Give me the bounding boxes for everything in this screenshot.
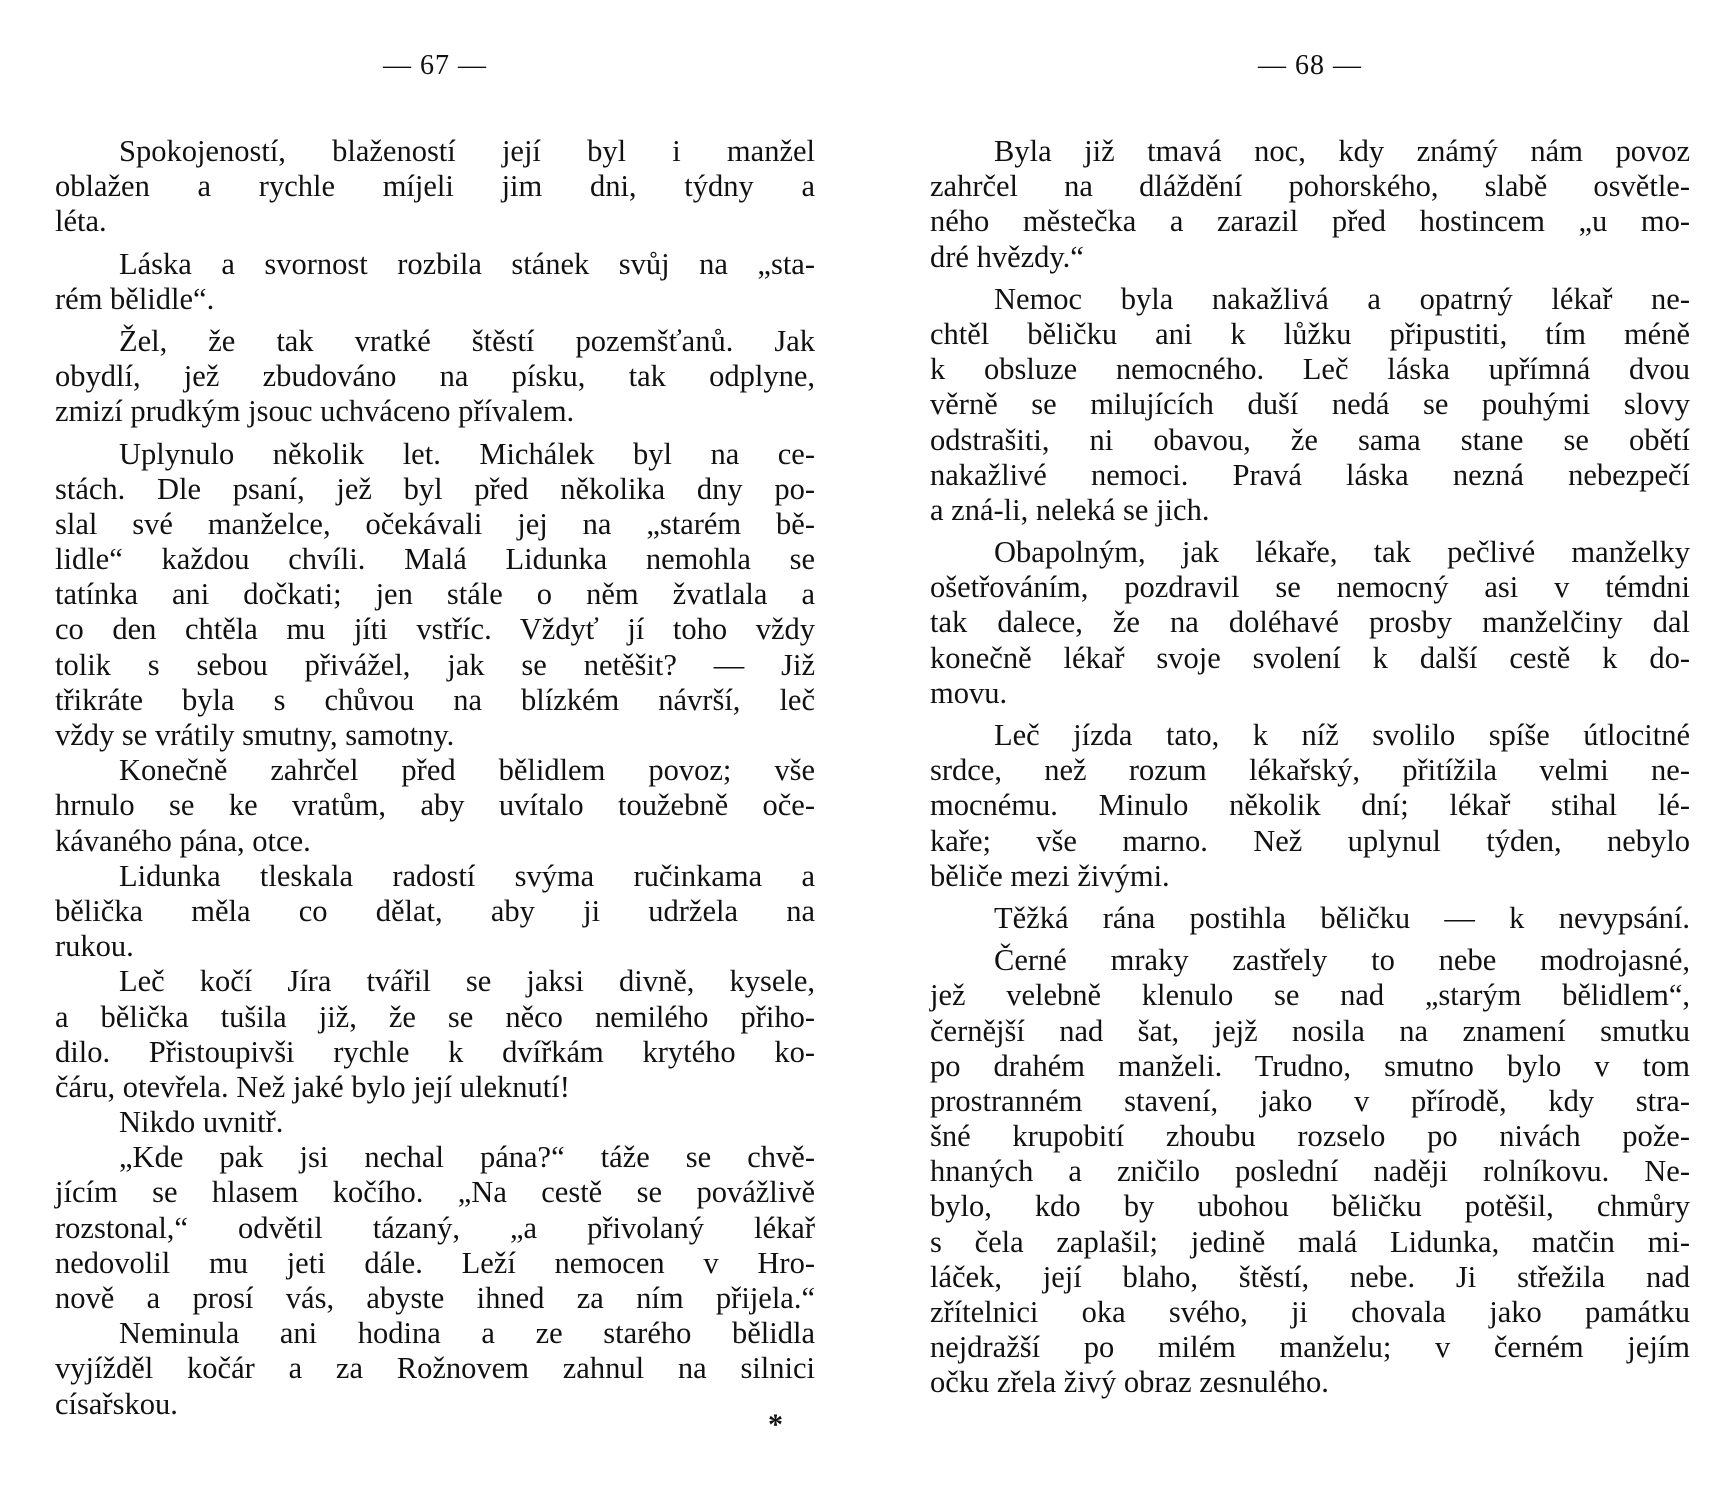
left-page [55,0,815,1500]
text-line: jež velebně klenulo se nad „starým bělidlem“, [930,978,1690,1013]
text-line: láček, její blaho, štěstí, nebe. Ji střežila nad [930,1259,1690,1294]
text-line: Lidunka tleskala radostí svýma ručinkama a [119,858,815,893]
text-line: slal své manželce, očekávali jej na „starém bě- [55,506,815,541]
text-line: srdce, než rozum lékařský, přitížila velmi ne- [930,753,1690,788]
text-line: obydlí, jež zbudováno na písku, tak odplyne, [55,359,815,394]
text-line: a zná-li, neleká se jich. [930,492,1210,527]
text-line: konečně lékař svoje svolení k další cestě k do- [930,640,1690,675]
text-line: vždy se vrátily smutny, samotny. [55,718,455,752]
text-line: čáru, otevřela. Než jaké bylo její uleknutí! [55,1069,570,1104]
text-line: šné krupobití zhoubu rozselo po nivách pože- [930,1119,1690,1154]
text-line: nově a prosí vás, abyste ihned za ním přijela.“ [55,1281,815,1315]
text-line: oblažen a rychle míjeli jim dni, týdny a [55,169,815,204]
section-separator-mark: * [768,1408,783,1441]
text-line: movu. [930,675,1008,710]
text-line: nedovolil mu jeti dále. Leží nemocen v Hro- [55,1245,815,1280]
text-line: Uplynulo několik let. Michálek byl na ce- [119,436,815,471]
text-line: Láska a svornost rozbila stánek svůj na „sta- [119,246,815,281]
text-line: Nikdo uvnitř. [119,1105,284,1140]
text-line: prostranném stavení, jako v přírodě, kdy stra- [930,1083,1690,1118]
text-line: zřítelnici oka svého, ji chovala jako památku [930,1295,1690,1329]
text-line: Obapolným, jak lékaře, tak pečlivé manželky [994,535,1690,570]
text-line: stách. Dle psaní, jež byl před několika dny po- [55,471,815,506]
text-line: očku zřela živý obraz zesnulého. [930,1365,1329,1400]
text-line: tolik s sebou přivážel, jak se netěšit? — Již [55,647,815,682]
text-line: rozstonal,“ odvětil tázaný, „a přivolaný lékař [55,1210,815,1245]
text-line: císařskou. [55,1386,178,1421]
page-text [930,134,1690,1401]
text-line: rukou. [55,929,134,964]
page-number: — 67 — [383,50,487,81]
text-line: odstrašiti, ni obavou, že sama stane se obětí [930,422,1690,457]
text-line: „Kde pak jsi nechal pána?“ táže se chvě- [119,1140,815,1175]
text-line: s čela zaplašil; jedině malá Lidunka, matčin mi- [930,1224,1690,1259]
text-line: chtěl běličku ani k lůžku připustiti, tím méně [930,316,1690,351]
text-line: třikráte byla s chůvou na blízkém návrší, leč [55,682,815,717]
text-line: Leč kočí Jíra tvářil se jaksi divně, kysele, [119,964,815,999]
text-line: běliče mezi živými. [930,858,1170,893]
text-line: k obsluze nemocného. Leč láska upřímná dvou [930,352,1690,387]
text-line: nakažlivé nemoci. Pravá láska nezná nebezpečí [930,457,1690,492]
text-line: zmizí prudkým jsouc uchváceno přívalem. [55,394,575,429]
text-line: zahrčel na dláždění pohorského, slabě osvětle- [930,169,1690,204]
text-line: lidle“ každou chvíli. Malá Lidunka nemohla se [55,542,815,577]
text-line: hrnulo se ke vratům, aby uvítalo toužebně oče- [55,788,815,823]
text-line: co den chtěla mu jíti vstříc. Vždyť jí toho vždy [55,612,815,647]
text-line: mocnému. Minulo několik dní; lékař stihal lé- [930,788,1690,823]
text-line: ošetřováním, pozdravil se nemocný asi v témdni [930,570,1690,605]
text-line: Nemoc byla nakažlivá a opatrný lékař ne- [994,281,1690,316]
text-line: a bělička tušila již, že se něco nemilého přiho- [55,999,815,1034]
text-line: ného městečka a zarazil před hostincem „u mo- [930,204,1690,239]
text-line: vyjížděl kočár a za Rožnovem zahnul na silnici [55,1351,815,1386]
text-line: dilo. Přistoupivši rychle k dvířkám krytého ko- [55,1034,815,1069]
text-line: bylo, kdo by ubohou běličku potěšil, chmůry [930,1189,1690,1224]
text-line: po drahém manželi. Trudno, smutno bylo v tom [930,1048,1690,1083]
right-page [930,0,1690,1500]
text-line: černější nad šat, jejž nosila na znamení smutku [930,1013,1690,1048]
text-line: nejdražší po milém manželu; v černém jejím [930,1330,1690,1365]
text-line: Byla již tmavá noc, kdy známý nám povoz [994,134,1690,168]
page-text [55,134,815,1422]
text-line: Konečně zahrčel před bělidlem povoz; vše [119,753,815,788]
text-line: léta. [55,204,107,239]
text-line: Žel, že tak vratké štěstí pozemšťanů. Jak [119,323,815,358]
text-line: kávaného pána, otce. [55,823,311,858]
text-line: hnaných a zničilo poslední naději rolníkovu. Ne- [930,1154,1690,1189]
text-line: tatínka ani dočkati; jen stále o něm žvatlala a [55,577,815,612]
text-line: Spokojeností, blažeností její byl i manžel [119,134,815,168]
text-line: Černé mraky zastřely to nebe modrojasné, [994,943,1690,978]
text-line: jícím se hlasem kočího. „Na cestě se povážlivě [55,1175,815,1210]
text-line: rém bělidle“. [55,281,215,316]
text-line: bělička měla co dělat, aby ji udržela na [55,893,815,928]
text-line: dré hvězdy.“ [930,239,1084,274]
text-line: Leč jízda tato, k níž svolilo spíše útlocitné [994,718,1690,752]
text-line: věrně se milujících duší nedá se pouhými slovy [930,387,1690,422]
page-number: — 68 — [1258,50,1362,81]
text-line: kaře; vše marno. Než uplynul týden, nebylo [930,823,1690,858]
text-line: tak dalece, že na doléhavé prosby manželčiny dal [930,605,1690,640]
text-line: Těžká rána postihla běličku — k nevypsání. [994,900,1690,935]
text-line: Neminula ani hodina a ze starého bělidla [119,1316,815,1351]
